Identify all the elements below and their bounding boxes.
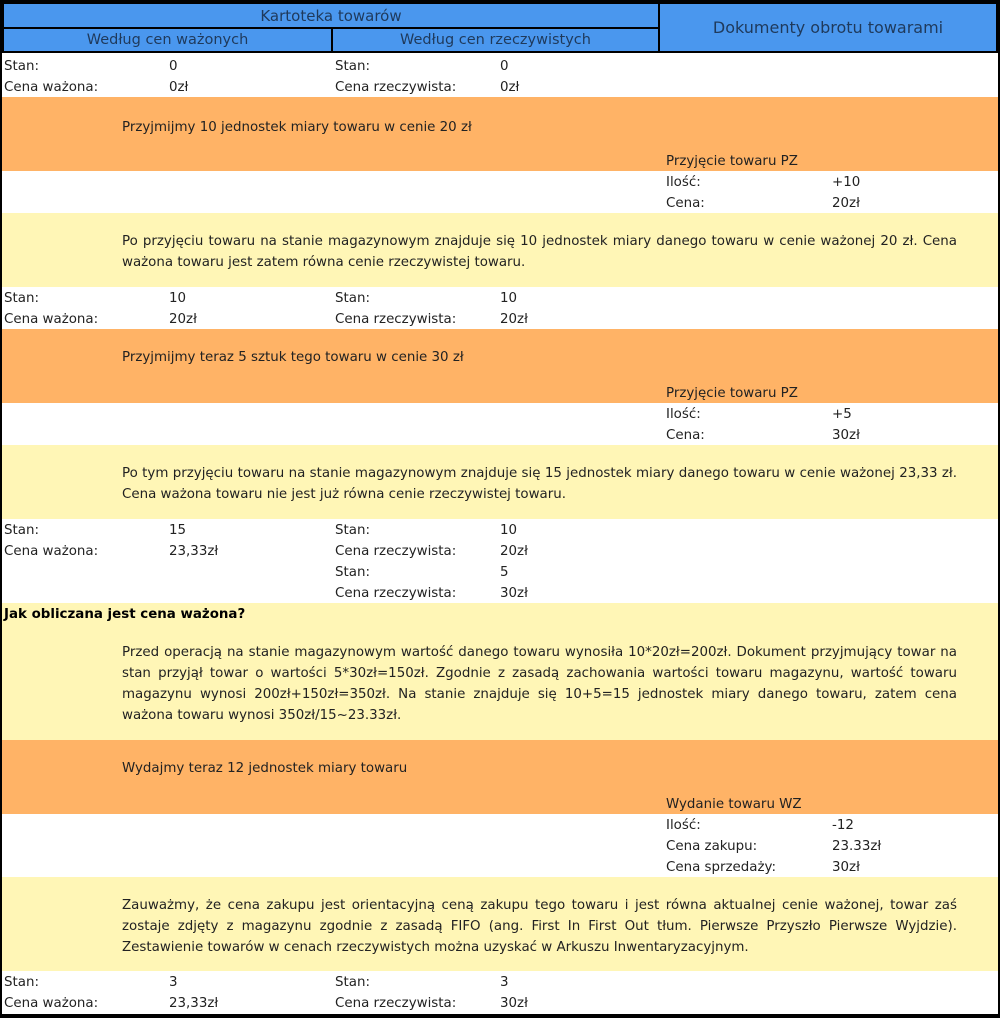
document-title: Przyjęcie towaru PZ bbox=[666, 386, 798, 401]
value-cena-rzeczywista: 30zł bbox=[500, 996, 528, 1011]
label-cena-rzeczywista: Cena rzeczywista: bbox=[335, 996, 457, 1011]
operation-text: Przyjmijmy teraz 5 sztuk tego towaru w cenie 30 zł bbox=[122, 350, 464, 365]
value-cena-wazona: 23,33zł bbox=[169, 996, 219, 1011]
label-cena-sprzedazy: Cena sprzedaży: bbox=[666, 860, 776, 875]
label-stan: Stan: bbox=[335, 565, 370, 580]
value-stan-rzeczywisty: 10 bbox=[500, 523, 518, 538]
label-cena-rzeczywista: Cena rzeczywista: bbox=[335, 544, 457, 559]
value-cena-wazona: 20zł bbox=[169, 312, 197, 327]
value-cena-rzeczywista: 20zł bbox=[500, 312, 528, 327]
value-cena-zakupu: 23.33zł bbox=[832, 839, 882, 854]
header-dokumenty: Dokumenty obrotu towarami bbox=[660, 2, 998, 53]
label-cena-wazona: Cena ważona: bbox=[4, 312, 99, 327]
label-cena: Cena: bbox=[666, 196, 705, 211]
label-ilosc: Ilość: bbox=[666, 175, 701, 190]
explain-text: Przed operacją na stanie magazynowym wartość danego towaru wynosiła 10*20zł=200zł. Dokument przyjmujący towar na stan przyjął towar o wartości 5*30zł=150zł. Zgodnie z zasadą zachowania wartości towaru magazynu, wartość towaru magazynu wynosi 200zł+150zł=350zł. Na stanie znajduje się 10+5=15 jednostek miary danego towaru, zatem cena ważona towaru wynosi 350zł/15~23.33zł. bbox=[122, 645, 957, 723]
label-stan: Stan: bbox=[335, 975, 370, 990]
operation-text: Wydajmy teraz 12 jednostek miary towaru bbox=[122, 761, 408, 776]
value-stan-wazony: 15 bbox=[169, 523, 187, 538]
value-stan-rzeczywisty: 3 bbox=[500, 975, 509, 990]
value-stan-rzeczywisty: 5 bbox=[500, 565, 509, 580]
label-stan: Stan: bbox=[4, 59, 39, 74]
value-cena-rzeczywista: 0zł bbox=[500, 80, 520, 95]
value-cena-rzeczywista: 30zł bbox=[500, 586, 528, 601]
label-ilosc: Ilość: bbox=[666, 818, 701, 833]
label-stan: Stan: bbox=[4, 291, 39, 306]
value-cena: 30zł bbox=[832, 428, 860, 443]
label-stan: Stan: bbox=[335, 523, 370, 538]
label-stan: Stan: bbox=[4, 975, 39, 990]
operation-text: Przyjmijmy 10 jednostek miary towaru w cenie 20 zł bbox=[122, 120, 472, 135]
value-cena-rzeczywista: 20zł bbox=[500, 544, 528, 559]
comment-text: Po przyjęciu towaru na stanie magazynowym znajduje się 10 jednostek miary danego towaru w cenie ważonej 20 zł. Cena ważona towaru jest zatem równa cenie rzeczywistej towaru. bbox=[122, 234, 957, 270]
sheet bbox=[2, 2, 998, 1014]
value-ilosc: -12 bbox=[832, 818, 854, 833]
label-cena-wazona: Cena ważona: bbox=[4, 544, 99, 559]
label-cena-rzeczywista: Cena rzeczywista: bbox=[335, 80, 457, 95]
value-cena-wazona: 23,33zł bbox=[169, 544, 219, 559]
value-stan-rzeczywisty: 0 bbox=[500, 59, 509, 74]
header-kartoteka: Kartoteka towarów bbox=[2, 2, 660, 29]
comment-text: Zauważmy, że cena zakupu jest orientacyjną ceną zakupu tego towaru i jest równa aktualnej cenie ważonej, towar zaś zostaje zdjęty z magazynu zgodnie z zasadą FIFO (ang. First In First Out tłum. Pierwsze Przyszło Pierwsze Wyjdzie). Zestawienie towarów w cenach rzeczywistych można uzyskać w Arkuszu Inwentaryzacyjnym. bbox=[122, 898, 957, 955]
label-stan: Stan: bbox=[335, 291, 370, 306]
header-wazonych: Według cen ważonych bbox=[2, 29, 333, 53]
header-rzeczywistych: Według cen rzeczywistych bbox=[331, 29, 660, 53]
value-stan-wazony: 0 bbox=[169, 59, 178, 74]
comment-text: Po tym przyjęciu towaru na stanie magazynowym znajduje się 15 jednostek miary danego towaru w cenie ważonej 23,33 zł. Cena ważona towaru nie jest już równa cenie rzeczywistej towaru. bbox=[122, 466, 957, 502]
value-stan-wazony: 3 bbox=[169, 975, 178, 990]
value-ilosc: +10 bbox=[832, 175, 861, 190]
value-cena: 20zł bbox=[832, 196, 860, 211]
label-stan: Stan: bbox=[335, 59, 370, 74]
value-ilosc: +5 bbox=[832, 407, 852, 422]
value-stan-wazony: 10 bbox=[169, 291, 187, 306]
value-cena-sprzedazy: 30zł bbox=[832, 860, 860, 875]
label-cena-wazona: Cena ważona: bbox=[4, 80, 99, 95]
value-stan-rzeczywisty: 10 bbox=[500, 291, 518, 306]
label-stan: Stan: bbox=[4, 523, 39, 538]
label-cena-zakupu: Cena zakupu: bbox=[666, 839, 758, 854]
document-title: Wydanie towaru WZ bbox=[666, 797, 802, 812]
explain-title: Jak obliczana jest cena ważona? bbox=[4, 607, 246, 622]
label-cena-rzeczywista: Cena rzeczywista: bbox=[335, 586, 457, 601]
label-cena-wazona: Cena ważona: bbox=[4, 996, 99, 1011]
label-ilosc: Ilość: bbox=[666, 407, 701, 422]
value-cena-wazona: 0zł bbox=[169, 80, 189, 95]
label-cena: Cena: bbox=[666, 428, 705, 443]
label-cena-rzeczywista: Cena rzeczywista: bbox=[335, 312, 457, 327]
document-title: Przyjęcie towaru PZ bbox=[666, 154, 798, 169]
